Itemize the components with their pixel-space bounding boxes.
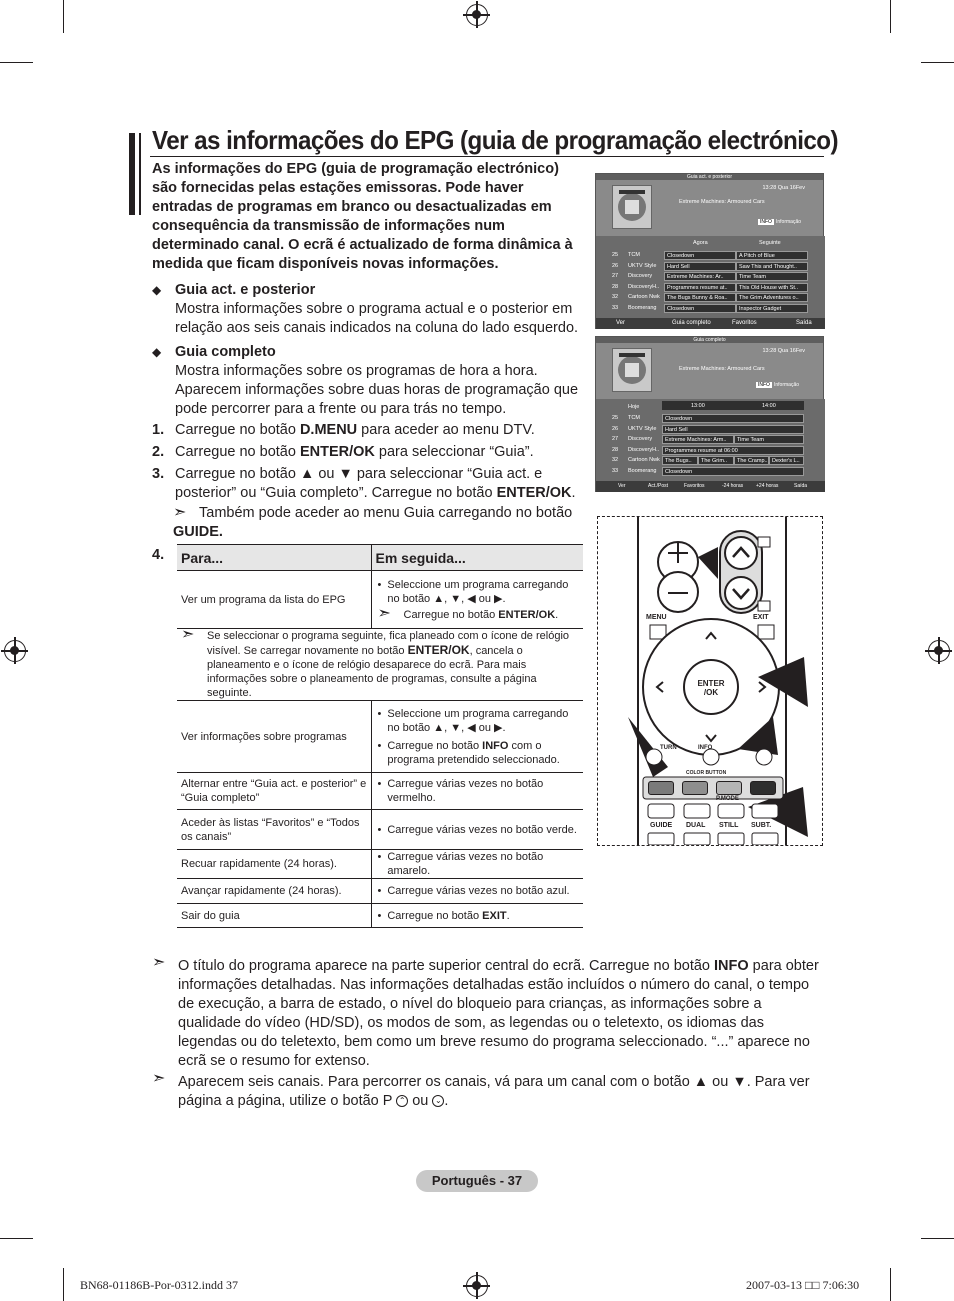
section-body: Mostra informações sobre o programa actual e o posterior em relação aos seis canais indicados na coluna do lado esquerdo.	[175, 301, 579, 336]
color-button[interactable]	[750, 781, 776, 795]
guide-row[interactable]	[596, 467, 825, 476]
screen-datetime: 13:28 Qua 16Fev	[762, 348, 805, 354]
dual-label: DUAL	[686, 822, 706, 829]
guide-cell: 28	[612, 446, 619, 453]
p-up-icon: ⌃	[396, 1095, 408, 1107]
registration-mark-icon	[466, 4, 488, 26]
list-item	[378, 850, 580, 878]
today-label: Hoje	[628, 404, 640, 410]
step-key: ENTER/OK	[299, 444, 375, 460]
guide-row[interactable]	[596, 283, 825, 292]
page-number-badge: Português - 37	[416, 1170, 538, 1192]
guide-cell: The Grim..	[698, 456, 734, 465]
table-header-cell: Para...	[177, 545, 371, 571]
screen-title: Guia completo	[596, 337, 823, 343]
crop-mark	[890, 0, 891, 33]
table-cell	[371, 701, 583, 773]
guide-cell: The Bugs..	[662, 456, 698, 465]
diamond-bullet-icon: ◆	[152, 345, 162, 359]
table-cell: Avançar rapidamente (24 horas).	[177, 879, 371, 904]
p-down-icon: ⌄	[432, 1095, 444, 1107]
crop-mark	[890, 1268, 891, 1301]
list-item-key: INFO	[482, 739, 509, 752]
table-row	[177, 850, 583, 879]
guide-cell: Closedown	[662, 414, 804, 423]
bottom-note-text	[178, 1073, 822, 1111]
guide-cell: Discovery	[628, 436, 653, 442]
col-next: Seguinte	[759, 240, 781, 246]
guide-cell: The Bugs Bunny & Roa..	[664, 293, 736, 302]
table-note-row	[177, 629, 583, 701]
wide-note-part: Se seleccionar o programa seguinte, fica planeado com o ícone de relógio visível. Se carregar novamente no botão	[207, 630, 570, 657]
guide-row[interactable]	[596, 435, 825, 444]
footer-item: -24 horas	[722, 483, 744, 489]
guide-cell: The Cramp..	[734, 456, 769, 465]
guide-cell: Extreme Machines: Ar..	[664, 272, 736, 281]
note-arrow-icon: ➣	[181, 626, 195, 643]
epg-screen-full-guide	[595, 336, 824, 492]
table-cell: Ver informações sobre programas	[177, 701, 371, 773]
step-text-part: Carregue no botão	[175, 444, 300, 460]
crop-mark	[0, 62, 33, 63]
list-item	[378, 823, 580, 837]
guide-cell: 28	[612, 283, 619, 290]
note-arrow-icon: ➣	[152, 1070, 166, 1087]
guide-cell: Hard Sell	[662, 425, 804, 434]
color-button[interactable]	[648, 781, 674, 795]
info-label: Informação	[774, 382, 800, 388]
color-button[interactable]	[716, 781, 742, 795]
guide-row[interactable]	[596, 425, 825, 434]
epg-screen-now-next	[595, 173, 824, 329]
test-card-icon	[613, 186, 651, 228]
guide-cell: Saw This and Thought..	[736, 262, 808, 271]
col-now: Agora	[693, 240, 708, 246]
guide-cell: 26	[612, 425, 619, 432]
note-part: ou	[408, 1093, 433, 1109]
guide-cell: 32	[612, 294, 619, 300]
section-body: Mostra informações sobre os programas de hora a hora. Aparecem informações sobre duas horas de programação que pode percorrer para a frente ou para trás no tempo.	[175, 363, 579, 417]
guide-cell: UKTV Style	[628, 425, 657, 432]
note-key: INFO	[714, 958, 749, 974]
guide-row[interactable]	[596, 446, 825, 455]
info-tag: INFO	[758, 382, 770, 388]
guide-cell: This Old House with St..	[736, 283, 808, 292]
guide-cell: Closedown	[664, 304, 736, 313]
list-item	[378, 777, 580, 805]
screen-footer	[596, 318, 825, 329]
table-cell	[371, 904, 583, 928]
table-cell: Sair do guia	[177, 904, 371, 928]
step-key: ENTER/OK	[496, 485, 572, 501]
wide-note-key: ENTER/OK	[407, 643, 470, 657]
crop-mark	[63, 1268, 64, 1301]
note-arrow-icon: ➣	[377, 604, 391, 622]
step-text-part: para seleccionar “Guia”.	[374, 444, 534, 460]
wide-note-part: , cancela o planeamento e o ícone de relógio desaparece do ecrã. Para mais informações sobre o planeamento de programas, consulte a página seguinte.	[207, 645, 537, 699]
guide-cell: Programmes resume at 06:00	[662, 446, 804, 455]
guide-cell: 25	[612, 252, 619, 258]
guide-cell: Closedown	[664, 251, 736, 260]
title-rule	[150, 156, 824, 157]
time-2: 14:00	[762, 403, 776, 409]
cell-note-text: Carregue no botão	[403, 608, 499, 621]
table-row	[177, 810, 583, 850]
footer-item: Act./Post	[648, 483, 669, 489]
enter-label-line: ENTER	[697, 679, 725, 688]
guide-row[interactable]	[596, 293, 825, 302]
guide-row[interactable]	[596, 304, 825, 313]
list-item-part: Carregue no botão	[387, 909, 483, 922]
step-text	[175, 421, 585, 440]
time-bar	[662, 401, 804, 410]
still-label: STILL	[719, 822, 739, 829]
footer-item: Ver	[616, 320, 626, 326]
table-row	[177, 879, 583, 904]
table-row	[177, 701, 583, 773]
crop-mark	[921, 1238, 954, 1239]
bottom-note-text	[178, 957, 822, 1071]
screen-title: Guia act. e posterior	[596, 174, 823, 180]
color-button-label: COLOR BUTTON	[686, 770, 727, 776]
guide-cell: Cartoon Nwk	[628, 457, 660, 463]
exit-label: EXIT	[753, 614, 769, 621]
list-item-text: • Seleccione um programa carregando no botão ▲, ▼, ◀ ou ▶.	[387, 578, 569, 605]
guide-cell: Time Team	[736, 272, 808, 281]
list-item	[378, 707, 580, 735]
return-label: TURN	[660, 745, 677, 751]
menu-label: MENU	[646, 614, 667, 621]
step-text-part: Carregue no botão	[175, 422, 300, 438]
guide-cell: Extreme Machines: Arm..	[662, 435, 734, 444]
table-row	[177, 773, 583, 810]
guide-row[interactable]	[596, 251, 825, 260]
subt-label: SUBT.	[751, 822, 772, 829]
guide-cell: UKTV Style	[628, 262, 657, 269]
guide-label: GUIDE	[650, 822, 673, 829]
section-heading: Guia completo	[175, 344, 276, 360]
guide-cell: 27	[612, 273, 619, 279]
footer-item: Saída	[796, 320, 812, 326]
guide-row[interactable]	[596, 456, 825, 465]
info-button-label: INFO	[698, 745, 713, 751]
cell-note-text: .	[555, 608, 559, 621]
time-1: 13:00	[691, 403, 705, 409]
info-tag: INFO	[760, 219, 772, 225]
screen-datetime: 13:28 Qua 16Fev	[762, 185, 805, 191]
footer-item: Saída	[794, 483, 808, 489]
note-part: O título do programa aparece na parte superior central do ecrã. Carregue no botão	[178, 958, 715, 974]
table-header-row	[177, 545, 583, 571]
list-item	[378, 578, 580, 606]
date-slug: 2007-03-13 □□ 7:06:30	[746, 1278, 860, 1292]
enter-label	[695, 679, 727, 697]
action-table	[177, 544, 583, 928]
list-item-text: • Carregue várias vezes no botão azul.	[387, 885, 570, 897]
guide-cell: TCM	[628, 252, 640, 258]
table-cell	[371, 810, 583, 850]
section-heading: Guia act. e posterior	[175, 282, 316, 298]
guide-cell: Hard Sell	[664, 262, 736, 271]
screen-footer	[596, 481, 825, 492]
guide-cell: 33	[612, 467, 619, 474]
table-cell: Ver um programa da lista do EPG	[177, 571, 371, 629]
list-item-part: .	[506, 909, 510, 922]
bottom-note	[152, 954, 822, 1071]
guide-cell: 33	[612, 304, 619, 311]
enter-label-line: /OK	[703, 688, 719, 697]
list-item-part: com o programa pretendido seleccionado.	[387, 739, 560, 766]
guide-cell: Time Team	[734, 435, 804, 444]
page-title: Ver as informações do EPG (guia de programação electrónico)	[152, 125, 838, 155]
tv-thumbnail-icon	[612, 348, 652, 392]
diamond-bullet-icon: ◆	[152, 283, 162, 297]
footer-item: Favoritos	[684, 483, 705, 489]
test-card-icon	[613, 349, 651, 391]
table-cell	[371, 773, 583, 810]
table-cell	[177, 626, 583, 701]
note-arrow-icon: ➣	[173, 504, 187, 521]
intro-paragraph: As informações do EPG (guia de programação electrónico) são fornecidas pelas estações emissoras. Pode haver entradas de programas em branco ou desactualizadas em consequência da transmissão de informações num determinado canal. O ecrã é actualizado de forma dinâmica à medida que ficam disponíveis novas informações.	[152, 161, 573, 272]
table-cell: Recuar rapidamente (24 horas).	[177, 850, 371, 879]
list-item-text: • Seleccione um programa carregando no botão ▲, ▼, ◀ ou ▶.	[387, 707, 569, 734]
list-item-text: • Carregue várias vezes no botão amarelo.	[387, 851, 544, 877]
guide-cell: 32	[612, 457, 619, 463]
guide-row[interactable]	[596, 414, 825, 423]
step-number: 4.	[152, 547, 165, 563]
step-key: GUIDE.	[173, 524, 223, 540]
note-part: Aparecem seis canais. Para percorrer os canais, vá para um canal com o botão ▲ ou ▼. Para ver página a página, utilize o botão P	[178, 1074, 810, 1109]
crop-mark	[63, 0, 64, 33]
guide-cell: Programmes resume at..	[664, 283, 736, 292]
file-slug: BN68-01186B-Por-0312.indd 37	[80, 1278, 238, 1292]
table-cell	[371, 850, 583, 879]
list-item-text: • Carregue várias vezes no botão vermelho.	[387, 778, 544, 804]
step-text-part: Carregue no botão ▲ ou ▼ para seleccionar “Guia act. e posterior” ou “Guia completo”. Carregue no botão	[175, 466, 543, 501]
guide-cell: Closedown	[662, 467, 804, 476]
crop-mark	[921, 62, 954, 63]
guide-cell: Boomerang	[628, 304, 657, 311]
list-item-text	[387, 739, 579, 767]
color-button[interactable]	[682, 781, 708, 795]
step-note	[173, 504, 583, 542]
list-item-part: Carregue no botão	[387, 739, 483, 752]
guide-cell: 27	[612, 436, 619, 442]
step-key: D.MENU	[299, 422, 358, 438]
table-cell	[371, 879, 583, 904]
table-header-cell: Em seguida...	[371, 545, 583, 571]
note-part: para obter informações detalhadas. Nas informações detalhadas estão incluídos o número do canal, o tempo de execução, a barra de estado, o nível do bloqueio para crianças, as informações sobre a qualidade do vídeo (HD/SD), os modos de som, as legendas ou o teletexto, os idiomas das legendas ou do teletexto, bem como um breve resumo do programa seleccionado. “...” aparece no ecrã se o resumo for extenso.	[178, 958, 819, 1069]
registration-mark-icon	[4, 640, 26, 662]
table-cell: Aceder às listas “Favoritos” e “Todos os canais”	[177, 810, 371, 850]
wide-note	[181, 626, 581, 700]
guide-cell: A Pitch of Blue	[736, 251, 808, 260]
cell-note	[377, 604, 580, 622]
list-item-key: EXIT	[482, 909, 507, 922]
table-row	[177, 571, 583, 629]
step-text	[175, 443, 585, 462]
bottom-note	[152, 1070, 822, 1111]
footer-item: Guia completo	[672, 320, 711, 326]
guide-cell: Discovery	[628, 273, 653, 279]
step-note-text: Também pode aceder ao menu Guia carregando no botão	[199, 505, 573, 521]
table-cell	[371, 571, 583, 629]
info-label: Informação	[776, 219, 802, 225]
guide-cell: The Grim Adventures o..	[736, 293, 808, 302]
list-item	[378, 739, 580, 767]
guide-cell: Dexter's L..	[769, 456, 804, 465]
step-text-part: .	[571, 485, 576, 501]
step-number: 3.	[152, 466, 165, 482]
footer-item: Favoritos	[732, 320, 757, 326]
remote-control-illustration	[597, 516, 823, 846]
guide-row[interactable]	[596, 262, 825, 271]
guide-cell: Cartoon Nwk	[628, 294, 660, 300]
cell-note-key: ENTER/OK	[498, 608, 556, 621]
step-text-part: para aceder ao menu DTV.	[357, 422, 535, 438]
crop-mark	[0, 1238, 33, 1239]
list-item	[378, 884, 580, 898]
guide-cell: DiscoveryH..	[628, 446, 660, 453]
list-item-text	[387, 909, 509, 923]
screen-program-title: Extreme Machines: Armoured Cars	[679, 199, 765, 205]
note-arrow-icon: ➣	[152, 954, 166, 971]
list-item	[378, 909, 580, 923]
guide-cell: 25	[612, 415, 619, 421]
guide-cell: DiscoveryH..	[628, 283, 660, 290]
registration-mark-icon	[466, 1275, 488, 1297]
guide-row[interactable]	[596, 272, 825, 281]
registration-mark-icon	[928, 640, 950, 662]
guide-cell: 26	[612, 262, 619, 269]
guide-cell: Boomerang	[628, 467, 657, 474]
footer-item: Ver	[618, 483, 626, 489]
step-number: 2.	[152, 444, 165, 460]
table-cell: Alternar entre “Guia act. e posterior” e “Guia completo”	[177, 773, 371, 810]
table-row	[177, 904, 583, 928]
guide-cell: Inspector Gadget	[736, 304, 808, 313]
tv-thumbnail-icon	[612, 185, 652, 229]
title-accent-gap	[135, 133, 139, 215]
step-number: 1.	[152, 422, 165, 438]
wide-note-text	[207, 629, 581, 700]
guide-cell: TCM	[628, 415, 640, 421]
pmode-label: P.MODE	[716, 796, 739, 802]
step-text	[175, 465, 585, 503]
screen-program-title: Extreme Machines: Armoured Cars	[679, 366, 765, 372]
note-part: .	[444, 1093, 449, 1109]
footer-item: +24 horas	[756, 483, 779, 489]
list-item-text: • Carregue várias vezes no botão verde.	[387, 823, 577, 836]
